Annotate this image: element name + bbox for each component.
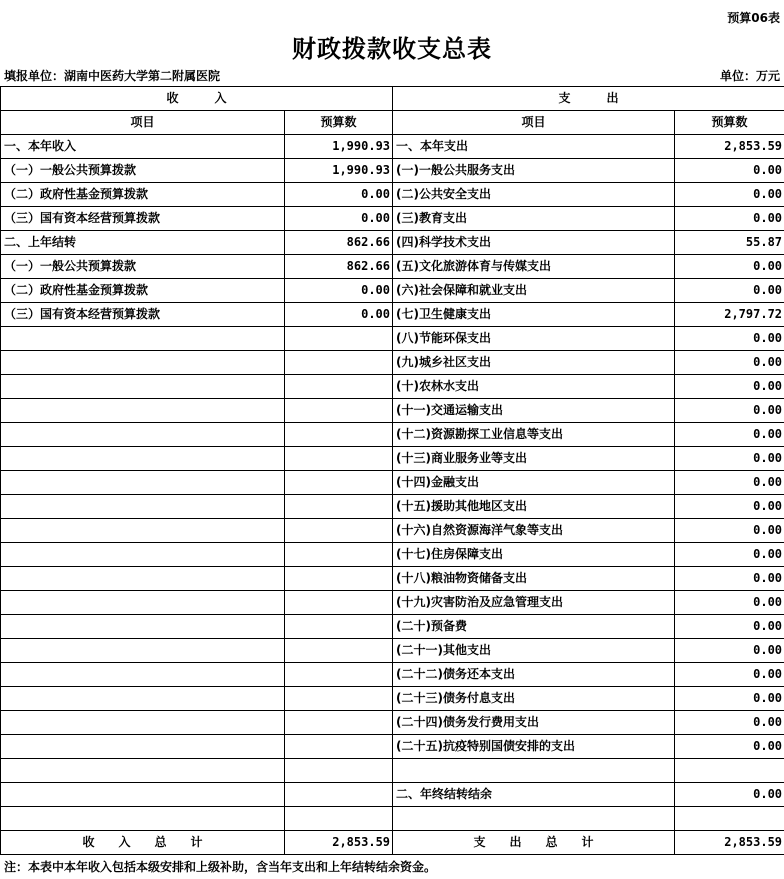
income-amount-cell xyxy=(285,471,393,495)
income-amount-cell xyxy=(285,399,393,423)
income-item-cell xyxy=(1,519,285,543)
expense-amount-cell xyxy=(675,807,784,831)
income-amount-cell xyxy=(285,783,393,807)
expense-item-cell: 二、年终结转结余 xyxy=(393,783,675,807)
income-amount-cell: 0.00 xyxy=(285,303,393,327)
income-amount-cell xyxy=(285,663,393,687)
income-amount-header: 预算数 xyxy=(285,111,393,135)
income-item-cell xyxy=(1,543,285,567)
expense-item-cell: (二)公共安全支出 xyxy=(393,183,675,207)
expense-group-header: 支 出 xyxy=(393,87,784,111)
expense-item-cell: (一)一般公共服务支出 xyxy=(393,159,675,183)
income-item-cell: 二、上年结转 xyxy=(1,231,285,255)
reporting-unit: 填报单位：湖南中医药大学第二附属医院 xyxy=(4,69,221,83)
expense-item-cell: (二十)预备费 xyxy=(393,615,675,639)
income-amount-cell: 862.66 xyxy=(285,255,393,279)
income-amount-cell xyxy=(285,447,393,471)
expense-item-cell: (十六)自然资源海洋气象等支出 xyxy=(393,519,675,543)
expense-item-cell: (四)科学技术支出 xyxy=(393,231,675,255)
income-amount-cell xyxy=(285,639,393,663)
table-row xyxy=(1,327,784,351)
income-item-header: 项目 xyxy=(1,111,285,135)
table-row xyxy=(1,471,784,495)
finance-table xyxy=(0,86,784,855)
income-item-cell xyxy=(1,591,285,615)
expense-total-label: 支 出 总 计 xyxy=(393,831,675,855)
income-amount-cell xyxy=(285,543,393,567)
expense-item-cell: (十一)交通运输支出 xyxy=(393,399,675,423)
income-amount-cell xyxy=(285,567,393,591)
income-amount-cell xyxy=(285,807,393,831)
table-row xyxy=(1,615,784,639)
expense-item-cell: 一、本年支出 xyxy=(393,135,675,159)
table-row xyxy=(1,567,784,591)
expense-item-cell: (十五)援助其他地区支出 xyxy=(393,495,675,519)
expense-item-cell: (二十一)其他支出 xyxy=(393,639,675,663)
expense-amount-cell: 0.00 xyxy=(675,375,784,399)
expense-amount-cell: 0.00 xyxy=(675,615,784,639)
income-item-cell xyxy=(1,447,285,471)
table-row xyxy=(1,399,784,423)
table-row xyxy=(1,663,784,687)
table-row xyxy=(1,735,784,759)
income-item-cell: （一）一般公共预算拨款 xyxy=(1,255,285,279)
expense-amount-cell: 0.00 xyxy=(675,471,784,495)
income-amount-cell xyxy=(285,519,393,543)
expense-amount-cell: 0.00 xyxy=(675,543,784,567)
income-item-cell xyxy=(1,615,285,639)
footnote: 注：本表中本年收入包括本级安排和上级补助，含当年支出和上年结转结余资金。 xyxy=(4,860,437,874)
income-item-cell xyxy=(1,327,285,351)
expense-amount-cell: 0.00 xyxy=(675,711,784,735)
table-row xyxy=(1,183,784,207)
expense-item-cell: (八)节能环保支出 xyxy=(393,327,675,351)
expense-amount-cell: 0.00 xyxy=(675,183,784,207)
expense-amount-cell: 0.00 xyxy=(675,735,784,759)
expense-amount-cell: 2,853.59 xyxy=(675,135,784,159)
expense-item-header: 项目 xyxy=(393,111,675,135)
income-item-cell xyxy=(1,495,285,519)
table-row xyxy=(1,255,784,279)
income-amount-cell xyxy=(285,687,393,711)
expense-total-amount: 2,853.59 xyxy=(675,831,784,855)
table-body xyxy=(1,135,784,831)
table-row xyxy=(1,303,784,327)
table-row xyxy=(1,159,784,183)
income-group-header: 收 入 xyxy=(1,87,393,111)
table-row xyxy=(1,591,784,615)
expense-item-cell: (十八)粮油物资储备支出 xyxy=(393,567,675,591)
income-amount-cell: 0.00 xyxy=(285,183,393,207)
income-item-cell xyxy=(1,807,285,831)
expense-amount-cell: 0.00 xyxy=(675,783,784,807)
income-amount-cell: 0.00 xyxy=(285,279,393,303)
expense-amount-cell: 0.00 xyxy=(675,327,784,351)
expense-amount-cell xyxy=(675,759,784,783)
expense-item-cell: (二十五)抗疫特别国债安排的支出 xyxy=(393,735,675,759)
column-header-row xyxy=(1,111,784,135)
income-amount-cell xyxy=(285,495,393,519)
income-item-cell xyxy=(1,735,285,759)
expense-item-cell: (二十三)债务付息支出 xyxy=(393,687,675,711)
income-item-cell xyxy=(1,423,285,447)
expense-amount-cell: 0.00 xyxy=(675,399,784,423)
income-item-cell xyxy=(1,783,285,807)
table-row xyxy=(1,639,784,663)
table-row xyxy=(1,783,784,807)
table-row xyxy=(1,135,784,159)
expense-item-cell xyxy=(393,807,675,831)
income-item-cell: 一、本年收入 xyxy=(1,135,285,159)
income-item-cell: （一）一般公共预算拨款 xyxy=(1,159,285,183)
expense-item-cell: (二十四)债务发行费用支出 xyxy=(393,711,675,735)
table-row xyxy=(1,759,784,783)
expense-amount-cell: 0.00 xyxy=(675,495,784,519)
table-code-label: 预算06表 xyxy=(727,11,780,25)
page-title: 财政拨款收支总表 xyxy=(292,34,492,63)
expense-amount-cell: 0.00 xyxy=(675,159,784,183)
table-row xyxy=(1,207,784,231)
table-row xyxy=(1,543,784,567)
income-item-cell xyxy=(1,375,285,399)
table-row xyxy=(1,423,784,447)
expense-item-cell: (十九)灾害防治及应急管理支出 xyxy=(393,591,675,615)
table-row xyxy=(1,687,784,711)
expense-item-cell: (十四)金融支出 xyxy=(393,471,675,495)
table-row xyxy=(1,375,784,399)
expense-amount-header: 预算数 xyxy=(675,111,784,135)
expense-amount-cell: 0.00 xyxy=(675,519,784,543)
expense-amount-cell: 0.00 xyxy=(675,279,784,303)
income-item-cell xyxy=(1,639,285,663)
table-row xyxy=(1,447,784,471)
table-row xyxy=(1,279,784,303)
expense-item-cell: (十三)商业服务业等支出 xyxy=(393,447,675,471)
income-item-cell: （三）国有资本经营预算拨款 xyxy=(1,207,285,231)
income-amount-cell: 0.00 xyxy=(285,207,393,231)
income-amount-cell xyxy=(285,591,393,615)
income-amount-cell xyxy=(285,711,393,735)
income-item-cell: （二）政府性基金预算拨款 xyxy=(1,279,285,303)
expense-item-cell: (十七)住房保障支出 xyxy=(393,543,675,567)
income-item-cell: （三）国有资本经营预算拨款 xyxy=(1,303,285,327)
expense-item-cell: (六)社会保障和就业支出 xyxy=(393,279,675,303)
income-amount-cell xyxy=(285,423,393,447)
income-amount-cell xyxy=(285,759,393,783)
income-amount-cell xyxy=(285,375,393,399)
expense-amount-cell: 55.87 xyxy=(675,231,784,255)
expense-amount-cell: 0.00 xyxy=(675,687,784,711)
table-row xyxy=(1,519,784,543)
expense-amount-cell: 0.00 xyxy=(675,423,784,447)
currency-unit: 单位：万元 xyxy=(719,69,780,83)
expense-item-cell: (七)卫生健康支出 xyxy=(393,303,675,327)
expense-amount-cell: 0.00 xyxy=(675,255,784,279)
income-amount-cell xyxy=(285,351,393,375)
expense-item-cell: (九)城乡社区支出 xyxy=(393,351,675,375)
table-row xyxy=(1,807,784,831)
expense-amount-cell: 0.00 xyxy=(675,591,784,615)
group-header-row xyxy=(1,87,784,111)
table-row xyxy=(1,711,784,735)
totals-row xyxy=(1,831,784,855)
income-item-cell xyxy=(1,399,285,423)
expense-amount-cell: 0.00 xyxy=(675,351,784,375)
income-amount-cell: 1,990.93 xyxy=(285,159,393,183)
expense-item-cell: (二十二)债务还本支出 xyxy=(393,663,675,687)
income-total-amount: 2,853.59 xyxy=(285,831,393,855)
income-item-cell xyxy=(1,351,285,375)
income-total-label: 收 入 总 计 xyxy=(1,831,285,855)
expense-amount-cell: 0.00 xyxy=(675,207,784,231)
expense-item-cell xyxy=(393,759,675,783)
income-item-cell xyxy=(1,471,285,495)
income-amount-cell: 862.66 xyxy=(285,231,393,255)
income-item-cell xyxy=(1,759,285,783)
expense-item-cell: (十二)资源勘探工业信息等支出 xyxy=(393,423,675,447)
expense-item-cell: (五)文化旅游体育与传媒支出 xyxy=(393,255,675,279)
income-amount-cell xyxy=(285,615,393,639)
income-item-cell: （二）政府性基金预算拨款 xyxy=(1,183,285,207)
table-row xyxy=(1,495,784,519)
expense-amount-cell: 0.00 xyxy=(675,663,784,687)
income-item-cell xyxy=(1,711,285,735)
expense-amount-cell: 0.00 xyxy=(675,639,784,663)
expense-item-cell: (三)教育支出 xyxy=(393,207,675,231)
expense-item-cell: (十)农林水支出 xyxy=(393,375,675,399)
income-amount-cell: 1,990.93 xyxy=(285,135,393,159)
expense-amount-cell: 0.00 xyxy=(675,567,784,591)
income-amount-cell xyxy=(285,327,393,351)
expense-amount-cell: 2,797.72 xyxy=(675,303,784,327)
income-item-cell xyxy=(1,663,285,687)
income-item-cell xyxy=(1,687,285,711)
income-item-cell xyxy=(1,567,285,591)
expense-amount-cell: 0.00 xyxy=(675,447,784,471)
income-amount-cell xyxy=(285,735,393,759)
table-row xyxy=(1,351,784,375)
table-row xyxy=(1,231,784,255)
